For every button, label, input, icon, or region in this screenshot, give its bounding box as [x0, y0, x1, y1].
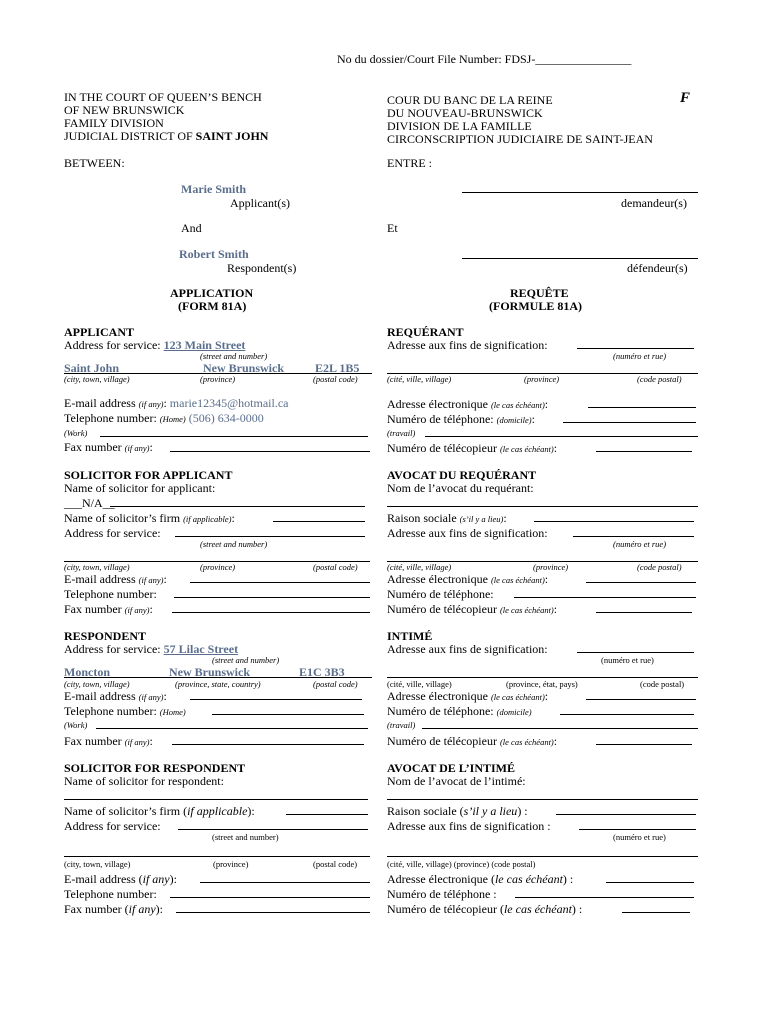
respondent-address-row: [64, 643, 238, 655]
solicitor-respondent-phone-label: Telephone number:: [64, 887, 157, 901]
solicitor-applicant-address-line[interactable]: [175, 536, 365, 537]
avocat-requerant-fax-line[interactable]: [596, 612, 692, 613]
solicitor-applicant-firm-hint: (if applicable): [183, 514, 232, 524]
solicitor-respondent-firm-hint: if applicable: [187, 804, 248, 818]
title-fr: REQUÊTE: [510, 286, 569, 300]
respondent-phone-row: [64, 705, 186, 717]
requerant-work-hint: (travail): [387, 428, 416, 438]
applicant-email-field[interactable]: marie12345@hotmail.ca: [169, 396, 289, 410]
solicitor-respondent-name-label: Name of solicitor for respondent:: [64, 774, 224, 788]
respondent-fax-row: [64, 735, 153, 747]
avocat-intime-heading: AVOCAT DE L’INTIMÉ: [387, 761, 516, 775]
solicitor-applicant-fax-line[interactable]: [172, 612, 370, 613]
solicitor-respondent-email-row: [64, 873, 177, 885]
subtitle-en: (FORM 81A): [178, 299, 247, 313]
avocat-requerant-phone-label: Numéro de téléphone:: [387, 587, 494, 601]
title-en: APPLICATION: [170, 286, 254, 300]
intime-phone-label: Numéro de téléphone:: [387, 704, 497, 718]
avocat-intime-address-label: Adresse aux fins de signification :: [387, 819, 551, 833]
intime-phone-hint: (domicile): [496, 707, 532, 717]
requerant-fax-label: Numéro de télécopieur: [387, 441, 500, 455]
respondent-city-hint: (city, town, village): [64, 679, 130, 689]
avocat-intime-city-hint: (cité, ville, village) (province) (code postal): [387, 859, 536, 869]
requerant-fax-colon: :: [553, 441, 558, 455]
applicant-street-hint: (street and number): [200, 351, 268, 361]
avocat-requerant-firm-line[interactable]: [534, 521, 694, 522]
applicant-email-label: E-mail address: [64, 396, 139, 410]
avocat-requerant-province-hint: (province): [533, 562, 569, 572]
requerant-heading: REQUÉRANT: [387, 325, 464, 339]
intime-work-line[interactable]: [422, 728, 698, 729]
respondent-street-hint: (street and number): [212, 655, 280, 665]
avocat-intime-phone-line[interactable]: [515, 897, 694, 898]
solicitor-applicant-fax-label: Fax number: [64, 602, 125, 616]
court-name-en-3: FAMILY DIVISION: [64, 116, 164, 130]
respondent-work-line[interactable]: [96, 728, 368, 729]
solicitor-applicant-firm-row: [64, 512, 235, 524]
solicitor-respondent-street-hint: (street and number): [212, 832, 279, 842]
avocat-intime-firm-row: [387, 805, 528, 817]
intime-fax-line[interactable]: [596, 744, 692, 745]
avocat-requerant-address-line[interactable]: [573, 536, 694, 537]
intime-email-row: [387, 690, 548, 702]
applicant-fax-line[interactable]: [170, 451, 370, 452]
solicitor-respondent-province-hint: (province): [213, 859, 249, 869]
requerant-postal-hint: (code postal): [637, 374, 682, 384]
district-label: JUDICIAL DISTRICT OF: [64, 129, 196, 143]
form-letter: F: [680, 90, 691, 106]
requerant-fax-row: [387, 442, 557, 454]
solicitor-applicant-email-hint: (if any): [138, 575, 164, 585]
avocat-requerant-email-row: [387, 573, 548, 585]
avocat-intime-fax-hint: le cas échéant: [503, 902, 572, 916]
court-name-en-2: OF NEW BRUNSWICK: [64, 103, 185, 117]
solicitor-applicant-firm-colon: :: [231, 511, 235, 525]
avocat-requerant-firm-hint: (s’il y a lieu): [459, 514, 504, 524]
applicant-address-label: Address for service:: [64, 338, 164, 352]
solicitor-applicant-fax-row: [64, 603, 153, 615]
solicitor-respondent-firm-label: Name of solicitor’s firm (: [64, 804, 188, 818]
applicant-email-colon: :: [163, 396, 170, 410]
respondent-heading: RESPONDENT: [64, 629, 147, 643]
avocat-intime-name-label: Nom de l’avocat de l’intimé:: [387, 774, 526, 788]
solicitor-applicant-name-line[interactable]: [110, 506, 365, 507]
solicitor-respondent-fax-hint: if any: [128, 902, 156, 916]
solicitor-respondent-fax-line[interactable]: [176, 912, 370, 913]
solicitor-respondent-email-line[interactable]: [200, 882, 370, 883]
applicant-label: Applicant(s): [230, 196, 290, 210]
intime-postal-hint: (code postal): [640, 679, 685, 689]
avocat-requerant-firm-row: [387, 512, 507, 524]
avocat-requerant-heading: AVOCAT DU REQUÉRANT: [387, 468, 537, 482]
respondent-city-line: [64, 677, 372, 678]
avocat-intime-email-hint: le cas échéant: [494, 872, 563, 886]
solicitor-respondent-firm-row: [64, 805, 255, 817]
solicitor-respondent-email-end: ):: [169, 872, 177, 886]
avocat-requerant-street-hint: (numéro et rue): [613, 539, 667, 549]
applicant-city-field[interactable]: Saint John: [64, 361, 120, 375]
intime-email-hint: (le cas échéant): [490, 692, 545, 702]
requerant-address-label: Adresse aux fins de signification:: [387, 338, 548, 352]
solicitor-respondent-city-line[interactable]: [64, 856, 370, 857]
requerant-phone-row: [387, 413, 535, 425]
avocat-requerant-fax-label: Numéro de télécopieur: [387, 602, 500, 616]
avocat-intime-email-line[interactable]: [606, 882, 694, 883]
defendeur-label: défendeur(s): [627, 261, 688, 275]
respondent-postal-field[interactable]: E1C 3B3: [299, 665, 345, 679]
applicant-postal-hint: (postal code): [313, 374, 358, 384]
avocat-requerant-firm-colon: :: [503, 511, 507, 525]
solicitor-applicant-firm-label: Name of solicitor’s firm: [64, 511, 184, 525]
intime-email-colon: :: [544, 689, 549, 703]
respondent-email-row: [64, 690, 167, 702]
applicant-fax-label: Fax number: [64, 440, 125, 454]
avocat-requerant-email-hint: (le cas échéant): [490, 575, 545, 585]
respondent-email-label: E-mail address: [64, 689, 139, 703]
requerant-email-line[interactable]: [588, 407, 696, 408]
respondent-fax-hint: (if any): [124, 737, 150, 747]
solicitor-respondent-city-hint: (city, town, village): [64, 859, 131, 869]
intime-address-line[interactable]: [577, 652, 694, 653]
avocat-intime-email-label: Adresse électronique (: [387, 872, 495, 886]
avocat-intime-street-hint: (numéro et rue): [613, 832, 666, 842]
and-label: And: [181, 221, 202, 235]
respondent-postal-hint: (postal code): [313, 679, 358, 689]
intime-email-label: Adresse électronique: [387, 689, 491, 703]
solicitor-applicant-province-hint: (province): [200, 562, 236, 572]
intime-fax-colon: :: [553, 734, 558, 748]
avocat-intime-firm-label: Raison sociale (: [387, 804, 464, 818]
solicitor-respondent-address-label: Address for service:: [64, 819, 161, 833]
applicant-province-hint: (province): [200, 374, 236, 384]
respondent-phone-hint: (Home): [159, 707, 186, 717]
requerant-email-hint: (le cas échéant): [490, 400, 545, 410]
intime-fax-hint: (le cas échéant): [499, 737, 554, 747]
applicant-heading: APPLICANT: [64, 325, 135, 339]
solicitor-applicant-phone-label: Telephone number:: [64, 587, 157, 601]
avocat-requerant-email-label: Adresse électronique: [387, 572, 491, 586]
solicitor-applicant-heading: SOLICITOR FOR APPLICANT: [64, 468, 233, 482]
court-name-fr-3: DIVISION DE LA FAMILLE: [387, 119, 532, 133]
intime-province-hint: (province, état, pays): [506, 679, 578, 689]
solicitor-applicant-postal-hint: (postal code): [313, 562, 358, 572]
avocat-intime-email-row: [387, 873, 573, 885]
respondent-province-hint: (province, state, country): [175, 679, 261, 689]
solicitor-applicant-email-colon: :: [163, 572, 167, 586]
avocat-intime-firm-line[interactable]: [556, 814, 696, 815]
requerant-city-hint: (cité, ville, village): [387, 374, 452, 384]
demandeur-label: demandeur(s): [621, 196, 687, 210]
avocat-intime-fax-line[interactable]: [622, 912, 690, 913]
avocat-intime-firm-hint: s’il y a lieu: [463, 804, 518, 818]
avocat-requerant-email-colon: :: [544, 572, 549, 586]
intime-city-hint: (cité, ville, village): [387, 679, 452, 689]
requerant-fax-line[interactable]: [596, 451, 692, 452]
respondent-fax-line[interactable]: [172, 744, 364, 745]
applicant-fax-colon: :: [149, 440, 153, 454]
avocat-requerant-email-line[interactable]: [586, 582, 696, 583]
applicant-address-row: [64, 339, 245, 351]
solicitor-applicant-name-label: Name of solicitor for applicant:: [64, 481, 216, 495]
avocat-requerant-address-label: Adresse aux fins de signification:: [387, 526, 548, 540]
avocat-requerant-phone-line[interactable]: [514, 597, 696, 598]
applicant-email-hint: (if any): [138, 399, 164, 409]
requerant-phone-hint: (domicile): [496, 415, 532, 425]
respondent-address-label: Address for service:: [64, 642, 164, 656]
respondent-city-field[interactable]: Moncton: [64, 665, 110, 679]
solicitor-applicant-email-row: [64, 573, 167, 585]
applicant-name[interactable]: Marie Smith: [181, 182, 246, 196]
applicant-city-hint: (city, town, village): [64, 374, 130, 384]
intime-fax-row: [387, 735, 557, 747]
applicant-phone-home-hint: (Home): [159, 414, 186, 424]
avocat-requerant-name-line[interactable]: [387, 506, 698, 507]
respondent-phone-line[interactable]: [212, 714, 364, 715]
applicant-phone-row: [64, 412, 264, 424]
solicitor-applicant-street-hint: (street and number): [200, 539, 268, 549]
between-label: BETWEEN:: [64, 156, 125, 170]
requerant-email-label: Adresse électronique: [387, 397, 491, 411]
avocat-requerant-postal-hint: (code postal): [637, 562, 682, 572]
respondent-work-hint: (Work): [64, 720, 88, 730]
intime-email-line[interactable]: [586, 699, 696, 700]
solicitor-respondent-heading: SOLICITOR FOR RESPONDENT: [64, 761, 246, 775]
entre-label: ENTRE :: [387, 156, 432, 170]
applicant-work-hint: (Work): [64, 428, 88, 438]
avocat-intime-phone-label: Numéro de téléphone :: [387, 887, 497, 901]
intime-address-label: Adresse aux fins de signification:: [387, 642, 548, 656]
intime-fax-label: Numéro de télécopieur: [387, 734, 500, 748]
respondent-label: Respondent(s): [227, 261, 297, 275]
avocat-requerant-city-hint: (cité, ville, village): [387, 562, 452, 572]
solicitor-respondent-firm-end: ):: [247, 804, 255, 818]
avocat-requerant-fax-hint: (le cas échéant): [499, 605, 554, 615]
respondent-name-line-fr[interactable]: [462, 258, 698, 259]
solicitor-respondent-email-label: E-mail address (: [64, 872, 143, 886]
solicitor-applicant-address-label: Address for service:: [64, 526, 161, 540]
court-name-fr-4: CIRCONSCRIPTION JUDICIAIRE DE SAINT-JEAN: [387, 132, 653, 146]
intime-heading: INTIMÉ: [387, 629, 433, 643]
avocat-requerant-fax-colon: :: [553, 602, 558, 616]
intime-phone-line[interactable]: [560, 714, 694, 715]
solicitor-applicant-phone-line[interactable]: [174, 597, 370, 598]
applicant-phone-label: Telephone number:: [64, 411, 160, 425]
solicitor-applicant-fax-colon: :: [149, 602, 153, 616]
solicitor-applicant-email-line[interactable]: [190, 582, 370, 583]
solicitor-respondent-phone-line[interactable]: [170, 897, 370, 898]
solicitor-respondent-firm-line[interactable]: [286, 814, 368, 815]
respondent-email-line[interactable]: [190, 699, 362, 700]
court-name-en-4: [64, 130, 268, 142]
respondent-fax-colon: :: [149, 734, 153, 748]
intime-street-hint: (numéro et rue): [601, 655, 654, 665]
avocat-intime-city-line[interactable]: [387, 856, 698, 857]
solicitor-respondent-postal-hint: (postal code): [313, 859, 358, 869]
court-name-en-1: IN THE COURT OF QUEEN’S BENCH: [64, 90, 262, 104]
avocat-requerant-name-label: Nom de l’avocat du requérant:: [387, 481, 534, 495]
applicant-work-line[interactable]: [100, 436, 368, 437]
requerant-email-row: [387, 398, 548, 410]
applicant-name-line-fr[interactable]: [462, 192, 698, 193]
applicant-postal-field[interactable]: E2L 1B5: [315, 361, 360, 375]
avocat-intime-fax-label: Numéro de télécopieur (: [387, 902, 504, 916]
respondent-phone-label: Telephone number:: [64, 704, 160, 718]
respondent-email-hint: (if any): [138, 692, 164, 702]
solicitor-respondent-fax-label: Fax number (: [64, 902, 129, 916]
subtitle-fr: (FORMULE 81A): [489, 299, 582, 313]
avocat-intime-email-end: ) :: [562, 872, 574, 886]
solicitor-applicant-firm-line[interactable]: [273, 521, 365, 522]
respondent-province-field[interactable]: New Brunswick: [169, 665, 251, 679]
solicitor-respondent-name-line[interactable]: [64, 799, 368, 800]
requerant-phone-colon: :: [531, 412, 535, 426]
respondent-email-colon: :: [163, 689, 167, 703]
applicant-email-row: [64, 397, 288, 409]
solicitor-applicant-city-hint: (city, town, village): [64, 562, 130, 572]
solicitor-respondent-fax-end: ):: [155, 902, 163, 916]
avocat-intime-address-line[interactable]: [579, 829, 696, 830]
intime-phone-row: [387, 705, 532, 717]
solicitor-respondent-email-hint: if any: [142, 872, 170, 886]
intime-city-line[interactable]: [387, 677, 698, 678]
requerant-street-hint: (numéro et rue): [613, 351, 667, 361]
avocat-intime-fax-end: ) :: [571, 902, 583, 916]
avocat-intime-name-line[interactable]: [387, 799, 698, 800]
avocat-intime-firm-end: ) :: [517, 804, 528, 818]
requerant-province-hint: (province): [524, 374, 560, 384]
et-label: Et: [387, 221, 398, 235]
solicitor-respondent-fax-row: [64, 903, 163, 915]
solicitor-applicant-name-field[interactable]: ___N/A__: [64, 496, 115, 510]
intime-work-hint: (travail): [387, 720, 416, 730]
respondent-address-field[interactable]: 57 Lilac Street: [163, 642, 239, 656]
court-file-number[interactable]: No du dossier/Court File Number: FDSJ-________________: [337, 52, 632, 66]
court-name-fr-2: DU NOUVEAU-BRUNSWICK: [387, 106, 543, 120]
requerant-phone-label: Numéro de téléphone:: [387, 412, 497, 426]
avocat-requerant-fax-row: [387, 603, 557, 615]
district-name: SAINT JOHN: [195, 129, 269, 143]
avocat-requerant-firm-label: Raison sociale: [387, 511, 460, 525]
solicitor-applicant-email-label: E-mail address: [64, 572, 139, 586]
requerant-fax-hint: (le cas échéant): [499, 444, 554, 454]
applicant-fax-hint: (if any): [124, 443, 150, 453]
solicitor-respondent-address-line[interactable]: [178, 829, 368, 830]
avocat-intime-fax-row: [387, 903, 582, 915]
solicitor-applicant-fax-hint: (if any): [124, 605, 150, 615]
applicant-province-field[interactable]: New Brunswick: [203, 361, 285, 375]
respondent-fax-label: Fax number: [64, 734, 125, 748]
requerant-work-line[interactable]: [425, 436, 698, 437]
requerant-address-line[interactable]: [577, 348, 694, 349]
requerant-phone-line[interactable]: [563, 422, 696, 423]
applicant-address-field[interactable]: 123 Main Street: [163, 338, 246, 352]
applicant-phone-field[interactable]: (506) 634-0000: [185, 411, 264, 425]
applicant-fax-row: [64, 441, 153, 453]
respondent-name[interactable]: Robert Smith: [179, 247, 249, 261]
court-name-fr-1: COUR DU BANC DE LA REINE: [387, 93, 553, 107]
requerant-email-colon: :: [544, 397, 549, 411]
